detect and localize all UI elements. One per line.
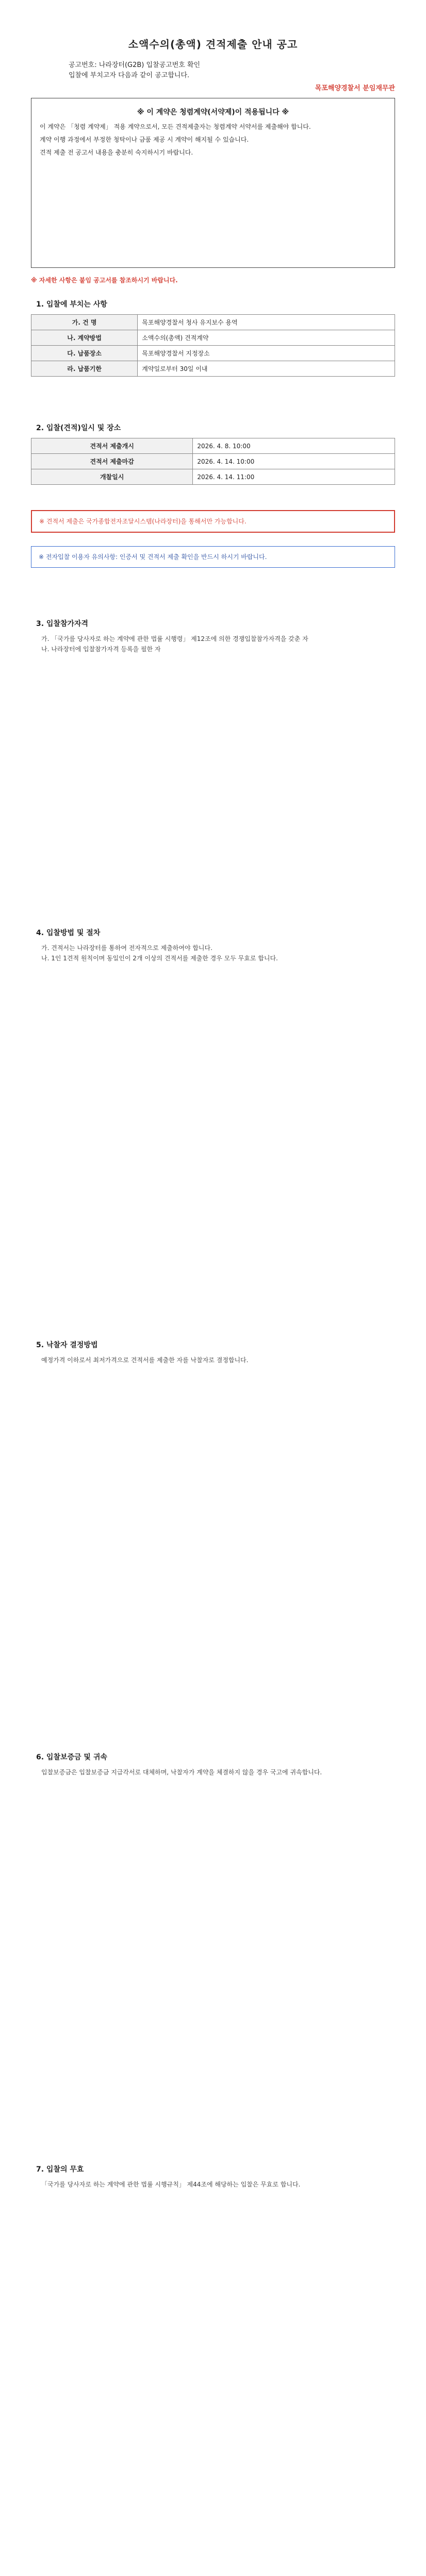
paragraph: 「국가를 당사자로 하는 계약에 관한 법률 시행규칙」 제44조에 해당하는 입찰은 무효로 합니다.: [41, 2181, 301, 2188]
section-heading: 2. 입찰(견적)일시 및 장소: [36, 424, 121, 432]
notice-line: 견적 제출 전 공고서 내용을 충분히 숙지하시기 바랍니다.: [40, 149, 193, 156]
table-row: 가. 건 명 목포해양경찰서 청사 유지보수 용역: [31, 315, 395, 330]
schedule-table: [31, 438, 395, 485]
table-row: 다. 납품장소 목포해양경찰서 지정장소: [31, 346, 395, 361]
table-row: 개찰일시 2026. 4. 14. 11:00: [31, 469, 395, 485]
info-box: ※ 전자입찰 이용자 유의사항: 인증서 및 견적서 제출 확인을 반드시 하시기 바랍니다.: [31, 546, 395, 568]
notice-line: 이 계약은 「청렴 계약제」 적용 계약으로서, 모든 견적제출자는 청렴계약 서약서를 제출해야 합니다.: [40, 123, 311, 130]
section-heading: 1. 입찰에 부치는 사항: [36, 300, 107, 309]
intro-text: 공고번호: 나라장터(G2B) 입찰공고번호 확인 입찰에 부치고자 다음과 같이 공고합니다.: [69, 61, 201, 79]
section-heading: 3. 입찰참가자격: [36, 620, 89, 628]
header: [0, 0, 426, 81]
table-row: 나. 계약방법 소액수의(총액) 견적계약: [31, 330, 395, 346]
paragraph: 입찰보증금은 입찰보증금 지급각서로 대체하며, 낙찰자가 계약을 체결하지 않을 경우 국고에 귀속합니다.: [41, 1769, 322, 1776]
table-row: 견적서 제출개시 2026. 4. 8. 10:00: [31, 438, 395, 454]
section-heading: 4. 입찰방법 및 절차: [36, 929, 101, 937]
section-heading: 5. 낙찰자 결정방법: [36, 1341, 98, 1349]
page-title: 소액수의(총액) 견적제출 안내 공고: [128, 38, 298, 50]
notice-title: ※ 이 계약은 청렴계약(서약제)이 적용됩니다 ※: [137, 108, 289, 116]
info-table: [31, 314, 395, 377]
red-note: ※ 자세한 사항은 붙임 공고서를 참조하시기 바랍니다.: [31, 277, 178, 284]
paragraph: 가. 「국가를 당사자로 하는 계약에 관한 법률 시행령」 제12조에 의한 경쟁입찰참가자격을 갖춘 자 나. 나라장터에 입찰참가자격 등록을 필한 자: [41, 635, 308, 653]
notice-line: 계약 이행 과정에서 부정한 청탁이나 금품 제공 시 계약이 해지될 수 있습니다.: [40, 136, 249, 143]
paragraph: 가. 견적서는 나라장터를 통하여 전자적으로 제출하여야 합니다. 나. 1인 1견적 원칙이며 동일인이 2개 이상의 견적서를 제출한 경우 모두 무효로 합니다.: [41, 944, 278, 962]
table-row: 견적서 제출마감 2026. 4. 14. 10:00: [31, 454, 395, 469]
warning-box: ※ 견적서 제출은 국가종합전자조달시스템(나라장터)을 통해서만 가능합니다.: [31, 510, 395, 533]
paragraph: 예정가격 이하로서 최저가격으로 견적서를 제출한 자를 낙찰자로 결정합니다.: [41, 1357, 249, 1364]
section-heading: 6. 입찰보증금 및 귀속: [36, 1753, 107, 1761]
table-row: 라. 납품기한 계약일로부터 30일 이내: [31, 361, 395, 377]
section-heading: 7. 입찰의 무효: [36, 2165, 84, 2174]
notice-box: [31, 98, 395, 268]
org-name: 목포해양경찰서 분임재무관: [315, 84, 395, 92]
